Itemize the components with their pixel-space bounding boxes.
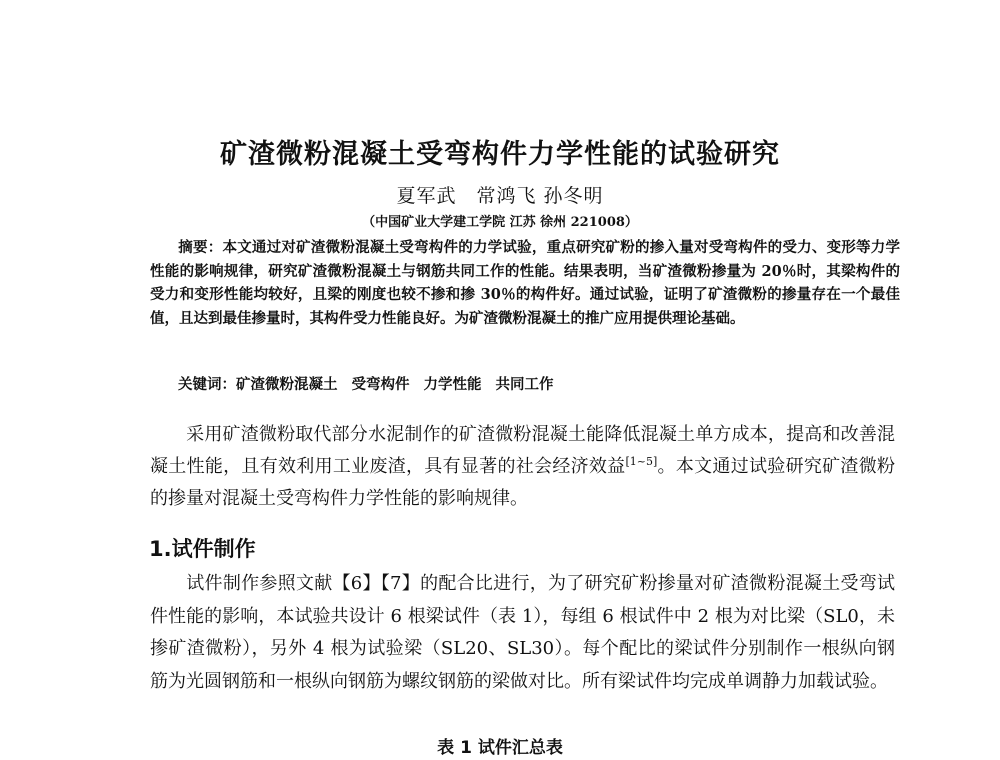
section-1-paragraph: [150, 568, 895, 698]
section-heading-1: 1.试件制作: [149, 537, 256, 561]
keywords: [150, 373, 900, 394]
keywords-label: 关键词：: [178, 376, 236, 393]
keyword-item: 力学性能: [423, 376, 482, 393]
abstract-label: 摘要：: [178, 239, 223, 256]
intro-paragraph: [150, 419, 895, 515]
keyword-item: 矿渣微粉混凝土: [236, 376, 338, 393]
intro-citation: [1~5]: [625, 455, 658, 468]
abstract: [150, 236, 900, 330]
paper-title: 矿渣微粉混凝土受弯构件力学性能的试验研究: [220, 139, 780, 170]
intro-text-before-ref: 采用矿渣微粉取代部分水泥制作的矿渣微粉混凝土能降低混凝土单方成本，提高和改善混凝土性能，且有效利用工业废渣，具有显著的社会经济效益: [150, 424, 895, 477]
author-list: 夏军武 常鸿飞 孙冬明: [396, 185, 604, 207]
intro-text-after-ref: 。本文通过试验研究矿渣微粉的掺量对混凝土受弯构件力学性能的影响规律。: [150, 456, 895, 509]
abstract-text: 本文通过对矿渣微粉混凝土受弯构件的力学试验，重点研究矿粉的掺入量对受弯构件的受力、变形等力学性能的影响规律，研究矿渣微粉混凝土与钢筋共同工作的性能。结果表明，当矿渣微粉掺量为 20％时，其梁构件的受力和变形性能均较好，且梁的刚度也较不掺和掺 30％的构件好。通过试验，证明了矿渣微粉的掺量存在一个最佳值，且达到最佳掺量时，其构件受力性能良好。为矿渣微粉混凝土的推广应用提供理论基础。: [150, 239, 901, 327]
table-1-caption: 表 1 试件汇总表: [437, 738, 563, 758]
author-affiliation: （中国矿业大学建工学院 江苏 徐州 221008）: [362, 215, 638, 230]
keyword-item: 共同工作: [495, 376, 554, 393]
keyword-item: 受弯构件: [351, 376, 410, 393]
section-1-text: 试件制作参照文献【6】【7】的配合比进行，为了研究矿粉掺量对矿渣微粉混凝土受弯试件性能的影响，本试验共设计 6 根梁试件（表 1），每组 6 根试件中 2 根为对比梁（SL0，未掺矿渣微粉），另外 4 根为试验梁（SL20、SL30）。每个配比的梁试件分别制作一根纵向钢筋为光圆钢筋和一根纵向钢筋为螺纹钢筋的梁做对比。所有梁试件均完成单调静力加载试验。: [150, 573, 895, 692]
